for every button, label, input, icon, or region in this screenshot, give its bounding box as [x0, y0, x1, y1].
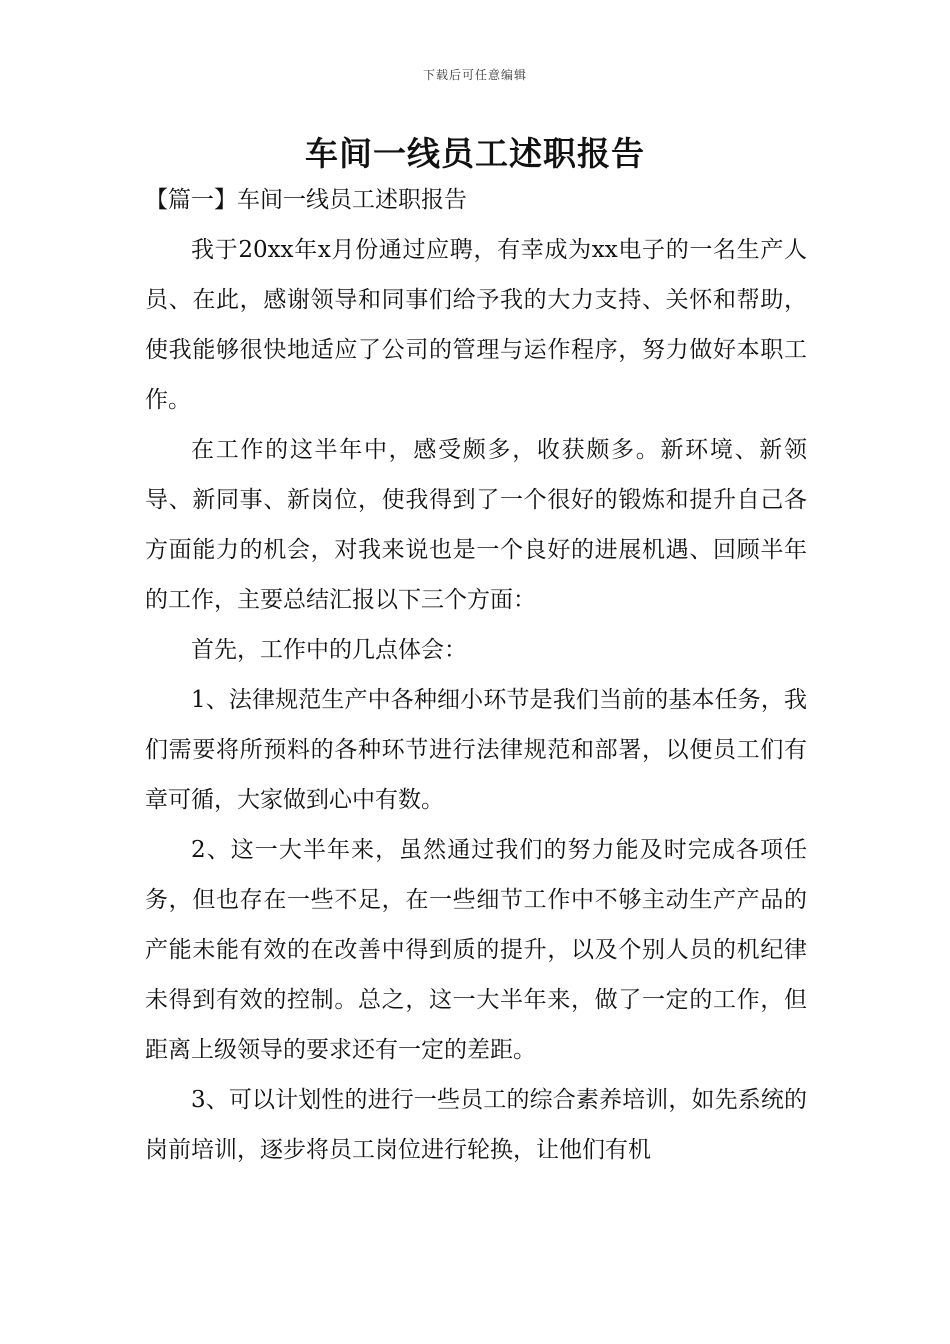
- paragraph-item-2: 2、这一大半年来，虽然通过我们的努力能及时完成各项任务，但也存在一些不足，在一些细节工作中不够主动生产产品的产能未能有效的在改善中得到质的提升，以及个别人员的机纪律未得到有效的控制。总之，这一大半年来，做了一定的工作，但距离上级领导的要求还有一定的差距。: [145, 837, 807, 1063]
- paragraph-item-3: 3、可以计划性的进行一些员工的综合素养培训，如先系统的岗前培训，逐步将员工岗位进行轮换，让他们有机: [145, 1087, 807, 1163]
- document-title: 车间一线员工述职报告: [305, 134, 645, 173]
- paragraph-intro: 我于20xx年x月份通过应聘，有幸成为xx电子的一名生产人员、在此，感谢领导和同事们给予我的大力支持、关怀和帮助，使我能够很快地适应了公司的管理与运作程序，努力做好本职工作。: [145, 237, 807, 413]
- paragraph-summary: 在工作的这半年中，感受颇多，收获颇多。新环境、新领导、新同事、新岗位，使我得到了一个很好的锻炼和提升自己各方面能力的机会，对我来说也是一个良好的进展机遇、回顾半年的工作，主要总结汇报以下三个方面：: [145, 437, 807, 613]
- section-heading: 【篇一】车间一线员工述职报告: [145, 187, 467, 213]
- paragraph-item-1: 1、法律规范生产中各种细小环节是我们当前的基本任务，我们需要将所预料的各种环节进行法律规范和部署，以便员工们有章可循，大家做到心中有数。: [145, 687, 807, 813]
- document-body: [145, 175, 807, 1175]
- paragraph-first-point: 首先，工作中的几点体会：: [191, 637, 467, 663]
- header-note: 下载后可任意编辑: [422, 68, 527, 82]
